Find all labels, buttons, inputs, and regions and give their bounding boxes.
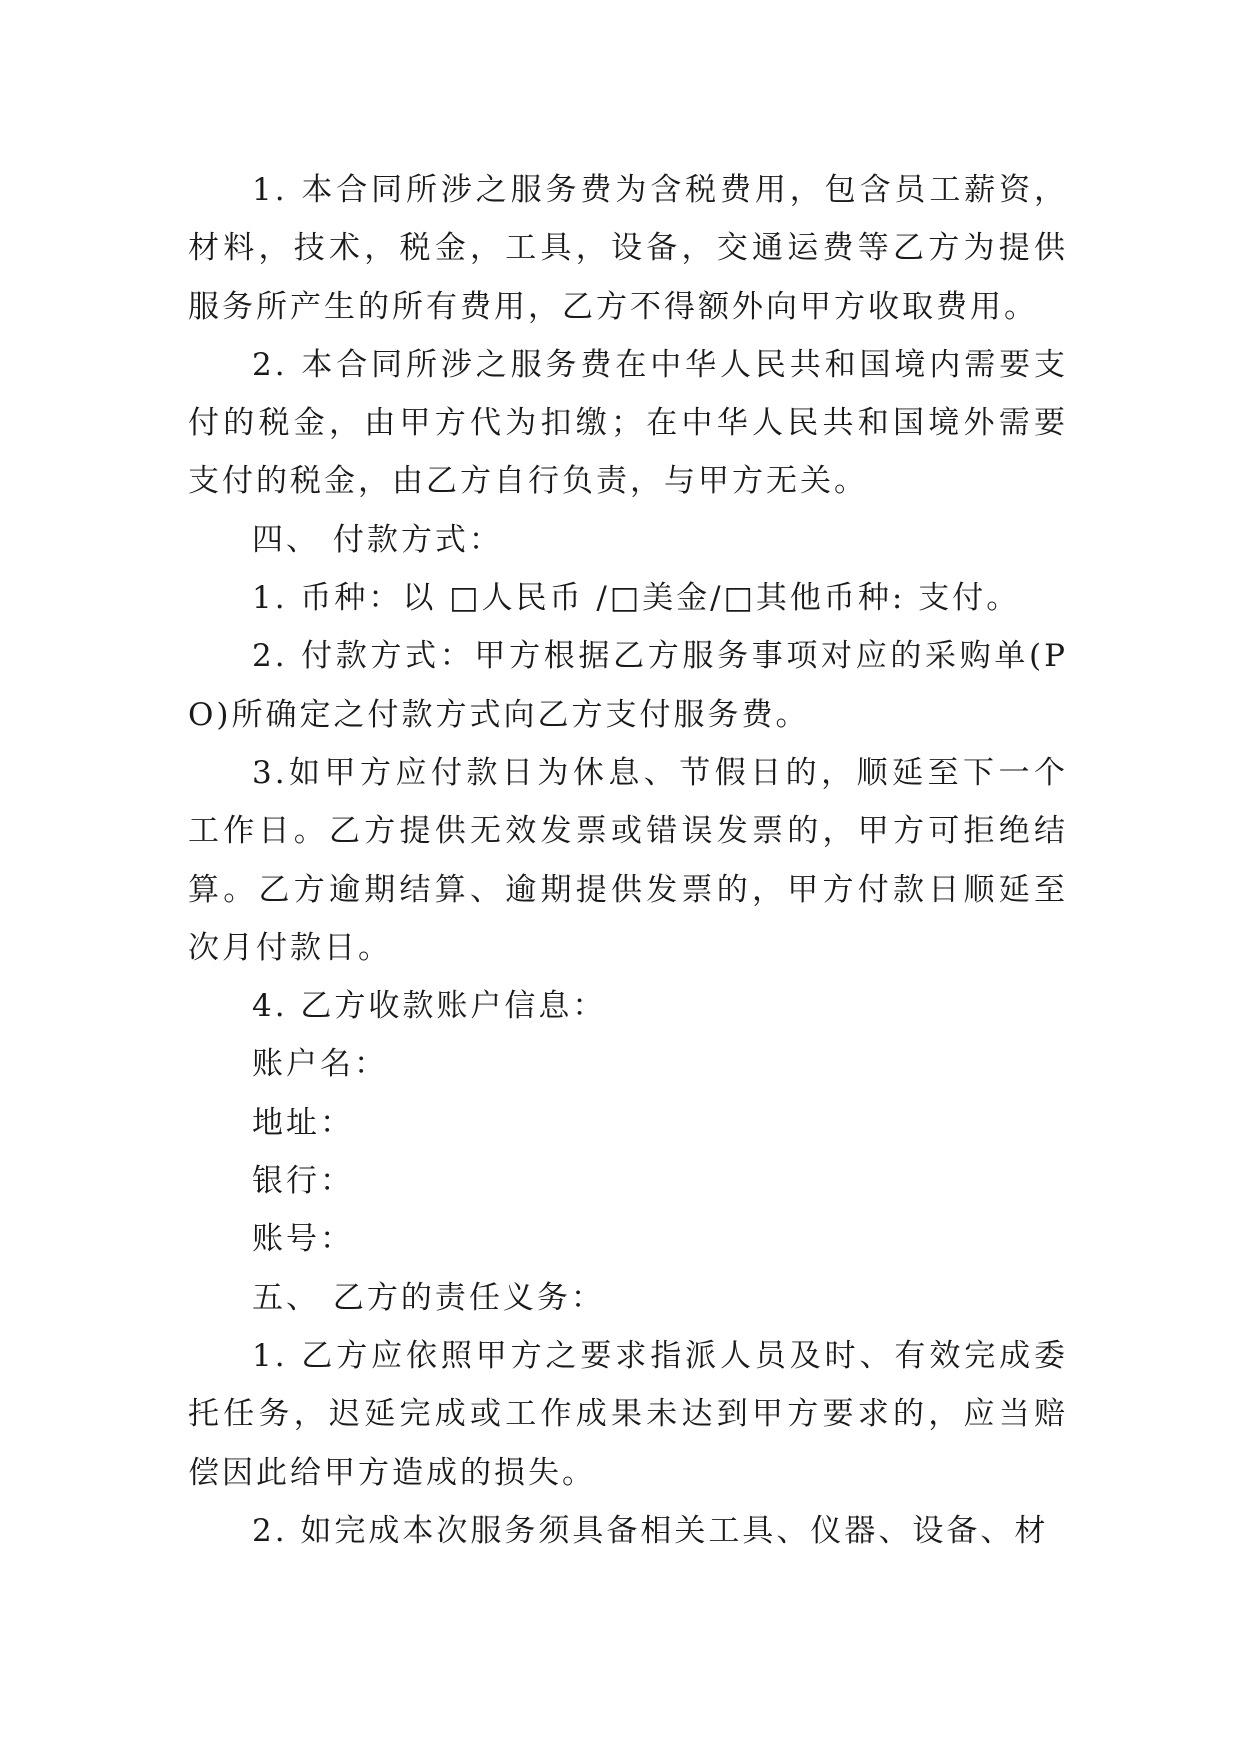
clause-personnel-assignment: 1. 乙方应依照甲方之要求指派人员及时、有效完成委托任务，迟延完成或工作成果未达到甲方要求的，应当赔偿因此给甲方造成的损失。 [188,1337,1068,1491]
field-address: 地址： [252,1104,354,1141]
field-account-number: 账号： [252,1221,354,1258]
section-heading-payment-method: 四、 付款方式： [252,521,503,558]
clause-tax-withholding: 2. 本合同所涉之服务费在中华人民共和国境内需要支付的税金，由甲方代为扣缴；在中华人民共和国境外需要支付的税金，由乙方自行负责，与甲方无关。 [188,346,1068,500]
clause-tools-equipment: 2. 如完成本次服务须具备相关工具、仪器、设备、材 [252,1512,1049,1549]
section-heading-party-b-obligations: 五、 乙方的责任义务： [252,1279,605,1316]
field-bank: 银行： [252,1163,354,1200]
clause-payment-terms: 2. 付款方式：甲方根据乙方服务事项对应的采购单(PO)所确定之付款方式向乙方支付服务费。 [188,638,1068,733]
clause-account-info-heading: 4. 乙方收款账户信息： [252,988,607,1025]
document-body [188,161,1068,1560]
clause-payment-date-extension: 3.如甲方应付款日为休息、节假日的，顺延至下一个工作日。乙方提供无效发票或错误发票的，甲方可拒绝结算。乙方逾期结算、逾期提供发票的，甲方付款日顺延至次月付款日。 [188,754,1068,966]
clause-service-fee-tax-inclusive: 1. 本合同所涉之服务费为含税费用，包含员工薪资，材料，技术，税金，工具，设备，交通运费等乙方为提供服务所产生的所有费用，乙方不得额外向甲方收取费用。 [188,172,1068,325]
clause-currency: 1. 币种：以 □人民币 /□美金/□其他币种: 支付。 [252,580,1021,617]
field-account-name: 账户名： [252,1046,388,1083]
